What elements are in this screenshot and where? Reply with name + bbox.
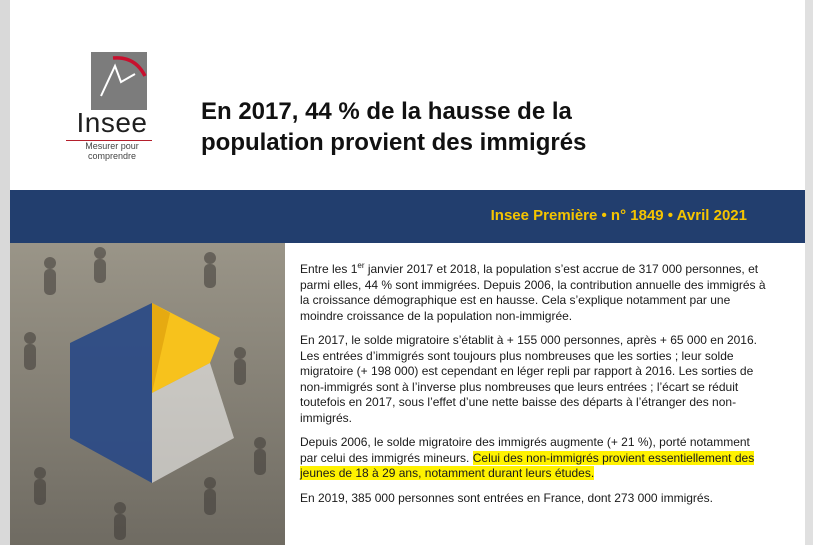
document-page: [10, 0, 805, 545]
page-title: [201, 96, 761, 158]
logo-tagline: Mesurer pour comprendre: [85, 141, 139, 161]
paragraph-2: En 2017, le solde migratoire s’établit à + 155 000 personnes, après + 65 000 en 2016. Les entrées d’immigrés sont toujours plus nombreuses que les sorties ; leur solde migratoire (+ 198 000) est cependant en léger repli par rapport à 2016. Les sorties de non-immigrés sont à l’inverse plus nombreuses que leurs entrées ; l’écart se réduit toutefois en 2017, sous l’effet d’une nette baisse des départs à l’étranger des non-immigrés.: [300, 333, 757, 425]
logo-mark: [91, 52, 147, 110]
insee-logo: [64, 52, 160, 161]
paragraph-4: En 2019, 385 000 personnes sont entrées en France, dont 273 000 immigrés.: [300, 490, 713, 505]
publication-reference: Insee Première • n° 1849 • Avril 2021: [490, 207, 747, 224]
viewer-scrollbar-gutter[interactable]: [805, 0, 813, 545]
cover-photo: [10, 243, 285, 545]
title-line-2: population provient des immigrés: [201, 129, 587, 156]
summary-text: [300, 262, 770, 515]
paragraph-3: Depuis 2006, le solde migratoire des immigrés augmente (+ 21 %), porté notamment par celui des immigrés mineurs. Celui des non-immigrés provient essentiellement des jeunes de 18 à 29 ans, notamment durant leurs études.: [300, 435, 755, 480]
publication-banner: [10, 190, 805, 243]
logo-name: Insee: [76, 107, 148, 138]
title-line-1: En 2017, 44 % de la hausse de la: [201, 98, 572, 125]
highlighted-text[interactable]: Celui des non-immigrés provient essentiellement des jeunes de 18 à 29 ans, notamment durant leurs études.: [300, 450, 755, 480]
paragraph-1: Entre les 1er janvier 2017 et 2018, la population s’est accrue de 317 000 personnes, et parmi elles, 44 % sont immigrées. Depuis 2006, la contribution annuelle des immigrés à la croissance démographique est en hausse. Cela s’explique notamment par une moindre croissance de la population non-immigrée.: [300, 261, 766, 323]
